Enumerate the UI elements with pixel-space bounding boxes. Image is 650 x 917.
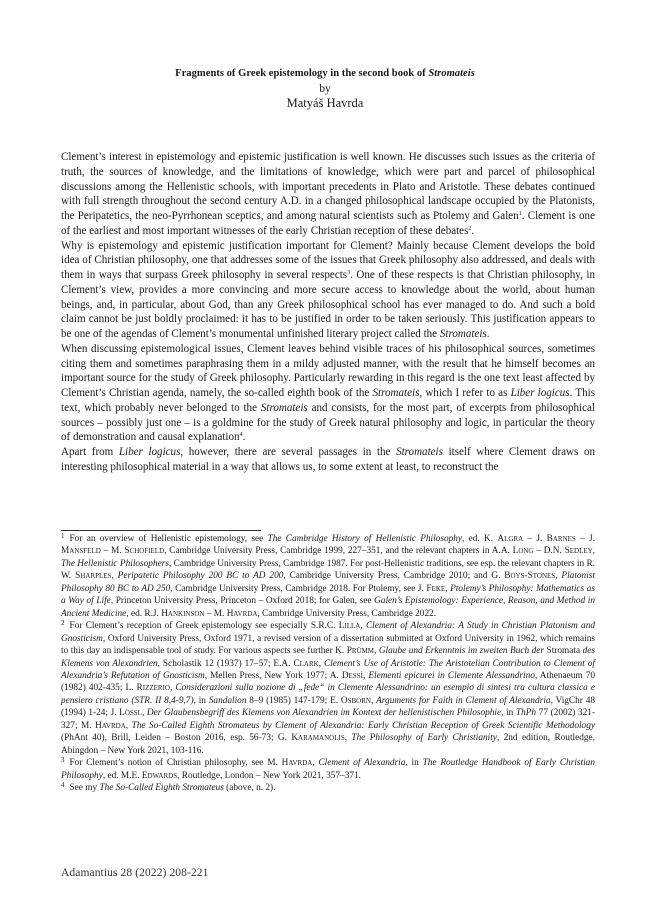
paragraph: Clement’s interest in epistemology and epistemic justification is well known. He discusses such issues as the criteria of truth, the sources of knowledge, and the limitations of knowledge, which were part and parcel of philosophical discussions among the Hellenistic schools, with important precedents in Plato and Aristotle. These debates continued with full strength throughout the second century A.D. in a changed philosophical landscape occupied by the Platonists, the Peripatetics, the neo-Pyrrhonean sceptics, and among natural scientists such as Ptolemy and Galen$^1$. Clement is one of the earliest and most important witnesses of the early Christian reception of these debates$^2$. — [61, 151, 595, 237]
footnote-ref: 3 — [347, 270, 351, 276]
journal-citation: Adamantius 28 (2022) 208-221 — [61, 867, 209, 879]
article-title: Fragments of Greek epistemology in the second book of Stromateis — [175, 68, 475, 79]
footnote-ref: 1 — [518, 211, 522, 217]
main-body — [61, 150, 595, 475]
paragraph: Apart from Liber logicus, however, there are several passages in the Stromateis itself where Clement draws on interesting philosophical material in a way that allows us, to some extent at least, to reconstruct the — [61, 446, 595, 473]
footnote: $^3$ For Clement’s notion of Christian philosophy, see M. Havrda, Clement of Alexandria, in The Routledge Handbook of Early Christian Philosophy, ed. M.E. Edwards, Routledge, London – New York 2021, 357–371. — [61, 756, 595, 781]
footnote-ref: 2 — [468, 225, 472, 232]
author-name: Matyáš Havrda — [286, 96, 364, 110]
footnote-divider — [61, 530, 261, 531]
footnote: $^2$ For Clement’s reception of Greek epistemology see especially S.R.C. Lilla, Clement of Alexandria: A Study in Christian Platonism and Gnosticism, Oxford University Press, Oxford 1971, a revised version of a dissertation submitted at Oxford University in 1962, which remains to this day an indispensable tool of study. For various aspects see further K. Prümm, Glaube und Erkenntnis im zweiten Buch der Stromata des Klemens von Alexandrien, Scholastik 12 (1937) 17–57; E.A. Clark, Clement’s Use of Aristotle: The Aristotelian Contribution to Clement of Alexandria’s Refutation of Gnosticism, Mellen Press, New York 1977; A. Dessì, Elementi epicurei in Clemente Alessandrino, Athenaeum 70 (1982) 402-435; L. Rizzerio, Considerazioni sulla nozione di „fede“ in Clemente Alessandrino: un esempio di sintesi tra cultura classica e pensiero cristiano (STR. II 8,4-9,7), in Sandalion 8–9 (1985) 147-179; E. Osborn, Arguments for Faith in Clement of Alexandria, VigChr 48 (1994) 1-24; J. Lössl, Der Glaubensbegriff des Klemens von Alexandrien im Kontext der hellenistischen Philosophie, in ThPh 77 (2002) 321-327; M. Havrda, The So-Called Eighth Stromateus by Clement of Alexandria: Early Christian Reception of Greek Scientific Methodology (PhAnt 40), Brill, Leiden – Boston 2016, esp. 56-73; G. Karamanolis, The Philosophy of Early Christianity, 2nd edition, Routledge, Abingdon – New York 2021, 103-116. — [61, 619, 596, 756]
paragraph: Why is epistemology and epistemic justification important for Clement? Mainly because Clement develops the bold idea of Christian philosophy, one that addresses some of the issues that Greek philosophy also addressed, and deals with them in ways that surpass Greek philosophy in several respects$^3$. One of these respects is that Christian philosophy, in Clement’s view, provides a more convincing and more secure access to knowledge about the world, about human beings, and, in particular, about God, than any Greek philosophical school has ever managed to do. And such a bold claim cannot be just boldly proclaimed: it has to be justified in order to be taken seriously. This justification appears to be one of the agendas of Clement’s monumental unfinished literary project called the Stromateis. — [61, 239, 595, 340]
footnote-ref: 4 — [239, 432, 243, 439]
footnote: $^4$ See my The So-Called Eighth Stromateus (above, n. 2). — [61, 781, 276, 794]
footnotes — [61, 533, 595, 795]
footnote: $^1$ For an overview of Hellenistic epistemology, see The Cambridge History of Hellenistic Philosophy, ed. K. Algra – J. Barnes – J. Mansfeld – M. Schofield, Cambridge University Press, Cambridge 1999, 227–351, and the relevant chapters in A.A. Long – D.N. Sedley, The Hellenistic Philosophers, Cambridge University Press, Cambridge 1987. For post-Hellenistic traditions, see esp. the relevant chapters in R. W. Sharples, Peripatetic Philosophy 200 BC to AD 200, Cambridge University Press, Cambridge 2010; and G. Boys-Stones, Platonist Philosophy 80 BC to AD 250, Cambridge University Press, Cambridge 2018. For Ptolemy, see J. Feke, Ptolemy’s Philosophy: Mathematics as a Way of Life, Princeton University Press, Princeton – Oxford 2018; for Galen, see Galen’s Epistemology: Experience, Reason, and Method in Ancient Medicine, ed. R.J. Hankinson – M. Havrda, Cambridge University Press, Cambridge 2022. — [61, 532, 596, 619]
by-line: by — [319, 83, 331, 95]
paragraph: When discussing epistemological issues, Clement leaves behind visible traces of his philosophical sources, sometimes citing them and sometimes paraphrasing them in a mildy adjusted manner, with the result that he himself becomes an important source for the study of Greek philosophy. Particularly rewarding in this regard is the one text least affected by Clement’s Christian agenda, namely, the so-called eighth book of the Stromateis, which I refer to as Liber logicus. This text, which probably never belonged to the Stromateis and consists, for the most part, of excerpts from philosophical sources – possibly just one – is a goldmine for the study of Greek natural philosophy and logic, in particular the theory of demonstration and causal explanation$^4$. — [61, 342, 595, 444]
